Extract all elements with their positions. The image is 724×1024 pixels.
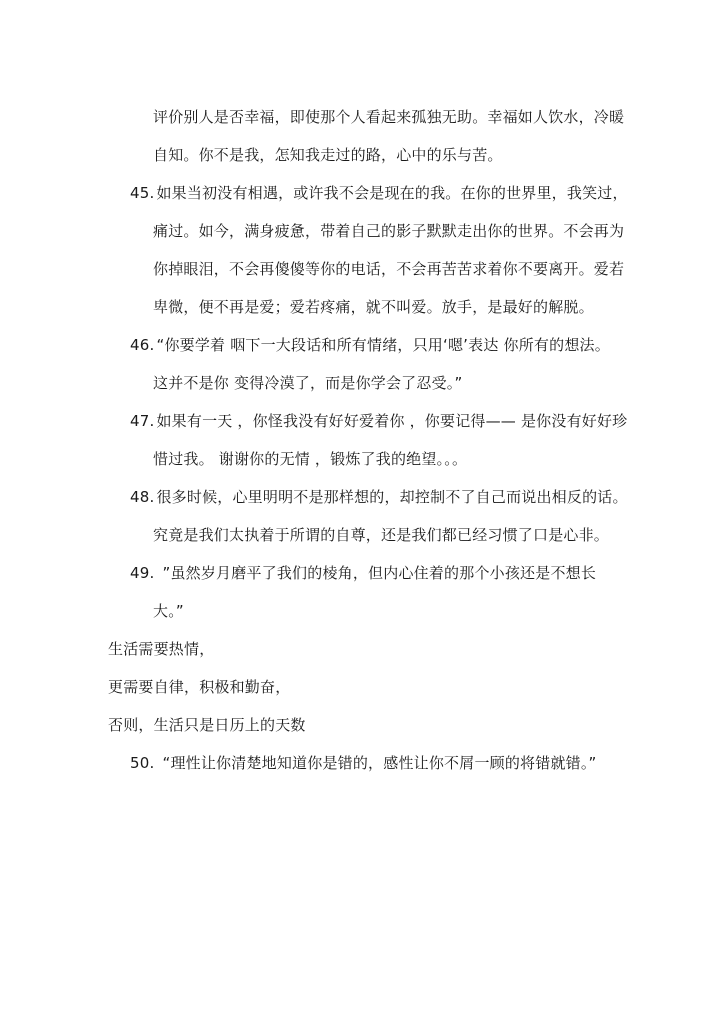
item-text: “你要学着 咽下一大段话和所有情绪，只用‘嗯’表达 你所有的想法。	[156, 336, 610, 354]
intro-line-2: 自知。你不是我，怎知我走过的路，心中的乐与苦。	[153, 146, 503, 164]
standalone-line-2: 更需要自律，积极和勤奋，	[108, 678, 291, 696]
item-text: ”虽然岁月磨平了我们的棱角，但内心住着的那个小孩还是不想长	[162, 564, 597, 582]
item-49-line-2: 大。”	[153, 602, 184, 620]
item-number: 49.	[130, 564, 155, 582]
standalone-line-1: 生活需要热情，	[108, 640, 215, 658]
item-47-line-2: 惜过我。 谢谢你的无情 ，锻炼了我的绝望。。。	[153, 450, 468, 468]
item-48-line-2: 究竟是我们太执着于所谓的自尊，还是我们都已经习惯了口是心非。	[153, 526, 610, 544]
standalone-line-3: 否则，生活只是日历上的天数	[108, 716, 306, 734]
item-45-line-4: 卑微，便不再是爱；爱若疼痛，就不叫爱。放手，是最好的解脱。	[153, 298, 594, 316]
item-number: 47.	[130, 412, 155, 430]
intro-line-1: 评价别人是否幸福，即使那个人看起来孤独无助。幸福如人饮水，冷暖	[153, 108, 625, 126]
item-number: 45.	[130, 184, 155, 202]
item-50-line-1	[130, 753, 597, 773]
item-number: 46.	[130, 336, 155, 354]
item-number: 48.	[130, 488, 155, 506]
item-text: “理性让你清楚地知道你是错的，感性让你不屑一顾的将错就错。”	[162, 754, 597, 772]
item-45-line-3: 你掉眼泪，不会再傻傻等你的电话，不会再苦苦求着你不要离开。爱若	[153, 260, 625, 278]
item-46-line-2: 这并不是你 变得冷漠了，而是你学会了忍受。”	[153, 374, 463, 392]
item-text: 很多时候，心里明明不是那样想的，却控制不了自己而说出相反的话。	[156, 488, 628, 506]
item-49-line-1	[130, 563, 596, 583]
item-number: 50.	[130, 754, 155, 772]
item-text: 如果有一天 ，你怪我没有好好爱着你 ，你要记得—— 是你没有好好珍	[156, 412, 628, 430]
item-48-line-1	[130, 487, 628, 507]
item-45-line-1	[130, 183, 628, 203]
item-45-line-2: 痛过。如今，满身疲惫，带着自己的影子默默走出你的世界。不会再为	[153, 222, 625, 240]
item-47-line-1	[130, 411, 627, 431]
item-46-line-1	[130, 335, 610, 355]
item-text: 如果当初没有相遇，或许我不会是现在的我。在你的世界里，我笑过，	[156, 184, 628, 202]
